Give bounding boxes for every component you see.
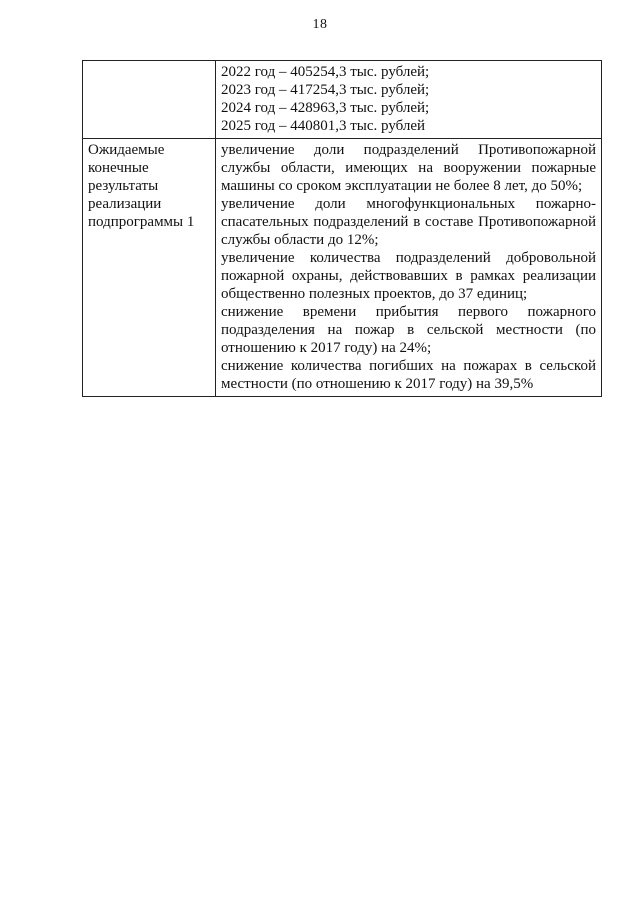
- result-paragraph: снижение количества погибших на пожарах в сельской местности (по отношению к 2017 году) на 39,5%: [221, 358, 596, 392]
- funding-line-2025: 2025 год – 440801,3 тыс. рублей: [221, 118, 426, 134]
- label-line: подпрограммы 1: [88, 214, 195, 230]
- subprogram-table: [82, 60, 602, 397]
- row-label-empty: [83, 61, 216, 139]
- funding-line-2024: 2024 год – 428963,3 тыс. рублей;: [221, 100, 430, 116]
- expected-results-label: [83, 139, 216, 397]
- result-paragraph: снижение времени прибытия первого пожарного подразделения на пожар в сельской местности (по отношению к 2017 году) на 24%;: [221, 304, 596, 356]
- label-line: реализации: [88, 196, 162, 212]
- label-line: Ожидаемые: [88, 142, 165, 158]
- result-paragraph: увеличение доли подразделений Противопожарной службы области, имеющих на вооружении пожарные машины со сроком эксплуатации не более 8 лет, до 50%;: [221, 142, 596, 194]
- funding-line-2023: 2023 год – 417254,3 тыс. рублей;: [221, 82, 430, 98]
- funding-line-2022: 2022 год – 405254,3 тыс. рублей;: [221, 64, 430, 80]
- funding-by-year-cell: [216, 61, 602, 139]
- label-line: результаты: [88, 178, 159, 194]
- result-paragraph: увеличение количества подразделений добровольной пожарной охраны, действовавших в рамках реализации общественно полезных проектов, до 37 единиц;: [221, 250, 596, 302]
- table-row: [83, 139, 602, 397]
- expected-results-cell: [216, 139, 602, 397]
- result-paragraph: увеличение доли многофункциональных пожарно-спасательных подразделений в составе Противопожарной службы области до 12%;: [221, 196, 596, 248]
- label-line: конечные: [88, 160, 149, 176]
- page-number: 18: [312, 17, 328, 32]
- table-row: [83, 61, 602, 139]
